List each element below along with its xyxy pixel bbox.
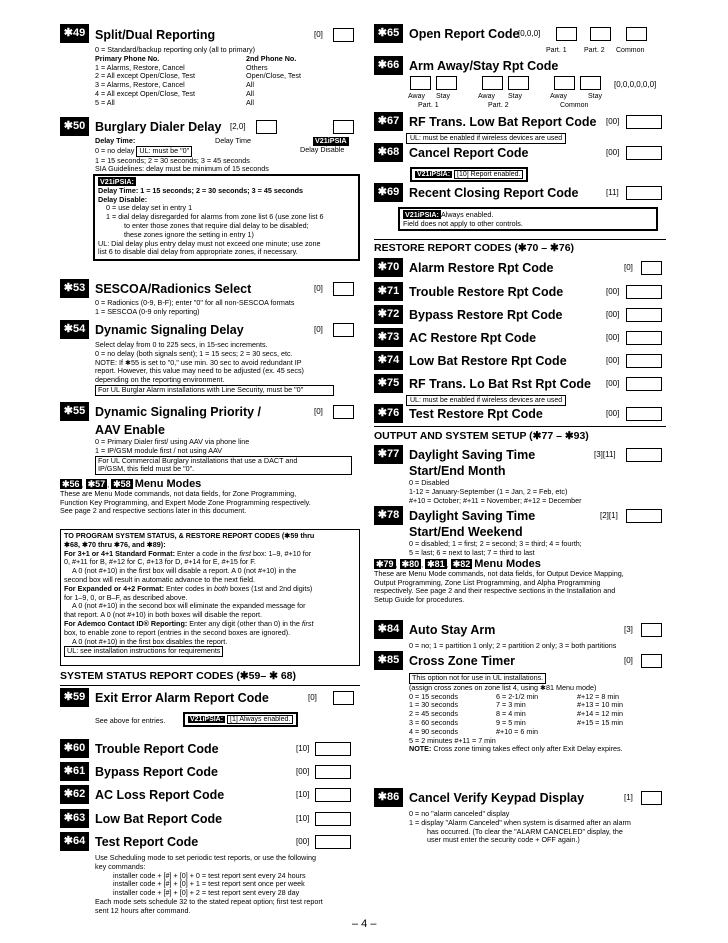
entry-box-6[interactable] xyxy=(580,76,601,90)
field-title: AC Loss Report Code xyxy=(95,788,225,802)
ul-note: UL: must be enabled if wireless devices are used xyxy=(406,395,566,406)
default-value: [0] xyxy=(314,407,323,416)
entry-box[interactable] xyxy=(315,788,351,802)
field-description: 0 = no; 1 = partition 1 only; 2 = partition 2 only; 3 = both partitions xyxy=(409,641,617,650)
entry-box[interactable] xyxy=(641,261,662,275)
field-number: ✱63 xyxy=(60,809,89,828)
entry-box[interactable] xyxy=(315,742,351,756)
programming-instructions: TO PROGRAM SYSTEM STATUS, & RESTORE REPORT CODES (✱59 thru ✱68, ✱70 thru ✱76, and ✱89): For 3+1 or 4+1 Standard Format: Enter a code in the first box: 1–9, #+10 for 0, #+11 for B, #+12 for C, #+13 for D, #+14 for E, #+15 for F. A 0 (not #+10) in the first box will disable a report. A 0 (not #+10) in the second box will result in automatic advance to the next field. For Expanded or 4+2 Format: Enter codes in both boxes (1st and 2nd digits) for 1–9, 0, or B–F, as described above. A 0 (not #+10) in the second box will eliminate the expanded message for that report. A 0 (not #+10) in both boxes will disable the report. For Ademco Contact ID® Reporting: Enter any digit (other than 0) in the first box, to enable zone to report (entries in the second boxes are ignored). A 0 (not #+10) in the first box disables the report. UL: see installation instructions for requirements xyxy=(60,529,360,666)
entry-box[interactable] xyxy=(626,115,662,129)
see-above-note: See above for entries. xyxy=(95,716,166,725)
field-description: 0 = Radionics (0-9, B-F); enter "0" for all non-SESCOA formats 1 = SESCOA (0-9 only reporting) xyxy=(95,298,295,316)
entry-box[interactable] xyxy=(333,691,354,705)
field-description: 0 = Standard/backup reporting only (all to primary) Primary Phone No. 2nd Phone No. 1 = Alarms, Restore, Cancel Others 2 = All except Open/Close, Test Open/Close, Test 3 = Alarms, Restore, Cancel All 4 = All except Open/Close, Test All 5 = All All xyxy=(95,45,301,107)
field-title-line2: AAV Enable xyxy=(95,423,165,437)
default-value: [00] xyxy=(606,310,620,319)
default-value: [0] xyxy=(308,693,317,702)
default-value: [0] xyxy=(624,656,633,665)
field-title: Dynamic Signaling Delay xyxy=(95,323,244,337)
default-value: [10] xyxy=(296,790,310,799)
field-number: ✱85 xyxy=(374,651,403,670)
field-number: ✱49 xyxy=(60,24,89,43)
field-number: ✱67 xyxy=(374,112,403,131)
field-number: ✱55 xyxy=(60,402,89,421)
field-description: 0 = disabled; 1 = first; 2 = second; 3 = third; 4 = fourth; 5 = last; 6 = next to last; 7 = third to last xyxy=(409,539,582,557)
entry-box[interactable] xyxy=(626,509,662,523)
default-value: [00] xyxy=(606,148,620,157)
menu-modes-79-82: ✱79 , ✱80 , ✱81 , ✱82 Menu Modes These are Menu Mode commands, not data fields, for Output Device Mapping, Output Programming, Zone List Programming, and Alpha Programming respectively. See page 2 and their respective sections in the Installation and Setup Guide for procedures. xyxy=(374,558,624,605)
entry-box[interactable] xyxy=(626,377,662,391)
v21ipsia-note: V21iPSIA: [1] Always enabled. xyxy=(183,712,298,727)
col-stay-3: Stay xyxy=(588,93,603,100)
field-number: ✱86 xyxy=(374,788,403,807)
field-number: ✱76 xyxy=(374,404,403,423)
field-number: ✱62 xyxy=(60,785,89,804)
section-rule xyxy=(374,426,666,427)
default-value: [00] xyxy=(606,333,620,342)
field-description: 0 = no "alarm canceled" display 1 = display "Alarm Canceled" when system is disarmed after an alarm has occurred. (To clear the "ALARM CANCELED" display, the user must enter the security code + OFF again.) xyxy=(409,809,631,845)
default-value: [00] xyxy=(606,117,620,126)
field-title: RF Trans. Lo Bat Rst Rpt Code xyxy=(409,377,591,391)
ul-note: UL: must be enabled if wireless devices are used xyxy=(406,133,566,144)
default-value: [00] xyxy=(296,837,310,846)
field-number: ✱60 xyxy=(60,739,89,758)
default-value: [3] xyxy=(624,625,633,634)
field-title: Low Bat Restore Rpt Code xyxy=(409,354,567,368)
entry-box[interactable] xyxy=(626,308,662,322)
field-number: ✱61 xyxy=(60,762,89,781)
field-title: Bypass Report Code xyxy=(95,765,218,779)
field-title: SESCOA/Radionics Select xyxy=(95,282,252,296)
field-number: ✱84 xyxy=(374,620,403,639)
default-value: [0] xyxy=(314,325,323,334)
field-number: ✱72 xyxy=(374,305,403,324)
default-value: [1] xyxy=(624,793,633,802)
col-away-2: Away xyxy=(478,93,495,100)
field-title: Daylight Saving Time xyxy=(409,448,536,462)
field-description: Select delay from 0 to 225 secs, in 15-sec increments. 0 = no delay (both signals sent); 1 = 15 secs; 2 = 30 secs, etc. NOTE: If ✱55 is set to "0," use min. 30 sec to avoid redundant IP report. However, this value may need to be adjusted (ex. 45 secs) depending on the reporting environment. For UL Burglar Alarm installations with Line Security, must be "0" xyxy=(95,341,360,396)
field-number: ✱74 xyxy=(374,351,403,370)
page-number: – 4 – xyxy=(352,918,377,930)
entry-box-1[interactable] xyxy=(556,27,577,41)
entry-box[interactable] xyxy=(333,28,354,42)
field-title: AC Restore Rpt Code xyxy=(409,331,537,345)
field-title: Bypass Restore Rpt Code xyxy=(409,308,563,322)
entry-box-2[interactable] xyxy=(333,120,354,134)
section-heading-output: OUTPUT AND SYSTEM SETUP (✱77 – ✱93) xyxy=(374,430,589,442)
entry-box-1[interactable] xyxy=(410,76,431,90)
col-away-1: Away xyxy=(408,93,425,100)
field-title: Dynamic Signaling Priority / xyxy=(95,405,262,419)
col-stay-2: Stay xyxy=(508,93,523,100)
field-number: ✱68 xyxy=(374,143,403,162)
col-away-3: Away xyxy=(550,93,567,100)
field-number: ✱77 xyxy=(374,445,403,464)
field-number: ✱71 xyxy=(374,282,403,301)
field-description: Use Scheduling mode to set periodic test reports, or use the following key commands: installer code + [#] + [0] + 0 = test report sent every 24 hours installer code + [#] + [0] + 1 = test report sent once per week installer code + [#] + [0] + 2 = test report sent every 28 day Each mode sets schedule 32 to the stated repeat option; first test report sent 12 hours after command. xyxy=(95,853,323,915)
entry-box-3[interactable] xyxy=(482,76,503,90)
default-value: [00] xyxy=(296,767,310,776)
v21ipsia-note: V21iPSIA: Always enabled. Field does not apply to other controls. xyxy=(398,207,658,231)
entry-box-1[interactable] xyxy=(256,120,277,134)
v21ipsia-note: V21iPSIA: [10] Report enabled. xyxy=(410,167,528,182)
default-value: [0,0,0] xyxy=(518,29,541,38)
default-value: [0] xyxy=(314,284,323,293)
section-rule xyxy=(374,239,666,240)
entry-box[interactable] xyxy=(315,812,351,826)
entry-box[interactable] xyxy=(626,146,662,160)
field-number: ✱69 xyxy=(374,183,403,202)
default-value: [00] xyxy=(606,379,620,388)
field-title: Cancel Report Code xyxy=(409,146,529,160)
field-title: Low Bat Report Code xyxy=(95,812,223,826)
entry-box-3[interactable] xyxy=(626,27,647,41)
entry-box[interactable] xyxy=(641,654,662,668)
entry-box[interactable] xyxy=(333,282,354,296)
col-part1: Part. 1 xyxy=(418,102,439,109)
field-title: Test Restore Rpt Code xyxy=(409,407,543,421)
field-number: ✱53 xyxy=(60,279,89,298)
section-rule xyxy=(60,685,360,686)
field-title: Burglary Dialer Delay xyxy=(95,120,222,134)
field-title: Cross Zone Timer xyxy=(409,654,516,668)
entry-box-4[interactable] xyxy=(508,76,529,90)
field-title: Trouble Restore Rpt Code xyxy=(409,285,564,299)
entry-box[interactable] xyxy=(626,186,662,200)
field-title: Exit Error Alarm Report Code xyxy=(95,691,269,705)
field-number: ✱66 xyxy=(374,56,403,75)
entry-box[interactable] xyxy=(626,448,662,462)
col-common: Common xyxy=(560,102,589,109)
field-title: RF Trans. Low Bat Report Code xyxy=(409,115,597,129)
field-description: 0 = Primary Dialer first/ using AAV via phone line 1 = IP/GSM module first / not using AAV For UL Commercial Burglary installations that use a DACT and IP/GSM, this field must be "0". xyxy=(95,438,360,475)
entry-box-2[interactable] xyxy=(436,76,457,90)
field-number: ✱65 xyxy=(374,24,403,43)
field-title: Test Report Code xyxy=(95,835,199,849)
field-title: Recent Closing Report Code xyxy=(409,186,579,200)
field-number: ✱73 xyxy=(374,328,403,347)
default-value: [3][11] xyxy=(594,450,616,459)
entry-box[interactable] xyxy=(641,623,662,637)
default-value: [10] xyxy=(296,814,310,823)
field-number: ✱59 xyxy=(60,688,89,707)
field-title: Auto Stay Arm xyxy=(409,623,496,637)
default-value: [00] xyxy=(606,409,620,418)
default-value: [11] xyxy=(606,188,619,197)
entry-box[interactable] xyxy=(315,765,351,779)
default-value: [00] xyxy=(606,287,620,296)
field-number: ✱78 xyxy=(374,506,403,525)
entry-box[interactable] xyxy=(626,285,662,299)
field-number: ✱54 xyxy=(60,320,89,339)
field-description: 0 = Disabled 1-12 = January-September (1 = Jan, 2 = Feb, etc) #+10 = October; #+11 = November; #+12 = December xyxy=(409,478,582,505)
default-value: [0] xyxy=(624,263,633,272)
default-value: [0,0,0,0,0,0] xyxy=(614,80,657,89)
field-number: ✱64 xyxy=(60,832,89,851)
field-title: Arm Away/Stay Rpt Code xyxy=(409,59,559,73)
entry-box[interactable] xyxy=(333,323,354,337)
default-value: [0] xyxy=(314,30,323,39)
section-heading-system-status: SYSTEM STATUS REPORT CODES (✱59– ✱ 68) xyxy=(60,670,296,682)
col-part1: Part. 1 xyxy=(546,47,567,54)
field-title-line2: Start/End Weekend xyxy=(409,525,523,539)
field-title: Split/Dual Reporting xyxy=(95,28,216,42)
col-part2: Part. 2 xyxy=(584,47,605,54)
field-title: Daylight Saving Time xyxy=(409,509,536,523)
col-stay-1: Stay xyxy=(436,93,451,100)
entry-box[interactable] xyxy=(315,835,351,849)
menu-modes-56-58: ✱56 , ✱57 , ✱58 Menu Modes These are Menu Mode commands, not data fields, for Zone Programming, Function Key Programming, and Expert Mode Zone Programming respectively. See page 2 and respective sections later in this document. xyxy=(60,478,311,516)
entry-box[interactable] xyxy=(641,791,662,805)
field-number: ✱50 xyxy=(60,117,89,136)
entry-box[interactable] xyxy=(626,331,662,345)
entry-box-5[interactable] xyxy=(554,76,575,90)
default-value: [00] xyxy=(606,356,620,365)
default-value: [2][1] xyxy=(600,511,618,520)
default-value: [2,0] xyxy=(230,122,246,131)
field-title-line2: Start/End Month xyxy=(409,464,506,478)
col-common: Common xyxy=(616,47,645,54)
field-title: Trouble Report Code xyxy=(95,742,219,756)
field-number: ✱75 xyxy=(374,374,403,393)
field-title: Open Report Code xyxy=(409,27,520,41)
field-title: Alarm Restore Rpt Code xyxy=(409,261,554,275)
default-value: [10] xyxy=(296,744,310,753)
v21ipsia-box: V21iPSIA: Delay Time: 1 = 15 seconds; 2 = 30 seconds; 3 = 45 seconds Delay Disable: 0 = use delay set in entry 1 1 = dial delay disregarded for alarms from zone list 6 (use zone list 6 to enter those zones that require dial delay to be disabled; these zones ignore the setting in entry 1) UL: Dial delay plus entry delay must not exceed one minute; use zone list 6 to disable dial delay from appropriate zones, if necessary. xyxy=(93,174,360,261)
entry-box[interactable] xyxy=(333,405,354,419)
entry-box[interactable] xyxy=(626,354,662,368)
section-heading-restore: RESTORE REPORT CODES (✱70 – ✱76) xyxy=(374,242,575,254)
field-description: This option not for use in UL installations. (assign cross zones on zone list 4, using ✱81 Menu mode) 0 = 15 seconds 6 = 2-1/2 min #+12 = 8 min 1 = 30 seconds 7 = 3 min #+13 = 10 min 2 = 45 seconds 8 = 4 min #+14 = 12 min 3 = 60 seconds 9 = 5 min #+15 = 15 min 4 = 90 seconds #+10 = 6 min 5 = 2 minutes #+11 = 7 min NOTE: Cross zone timing takes effect only after Exit Delay expires. xyxy=(409,673,623,754)
field-description: Delay Time: Delay Time V21iPSIA 0 = no delay UL: must be "0" Delay Disable 1 = 15 seconds; 2 = 30 seconds; 3 = 45 seconds SIA Guidelines: delay must be minimum of 15 seconds xyxy=(95,136,347,174)
field-number: ✱70 xyxy=(374,258,403,277)
entry-box[interactable] xyxy=(626,407,662,421)
entry-box-2[interactable] xyxy=(590,27,611,41)
field-title: Cancel Verify Keypad Display xyxy=(409,791,585,805)
col-part2: Part. 2 xyxy=(488,102,509,109)
